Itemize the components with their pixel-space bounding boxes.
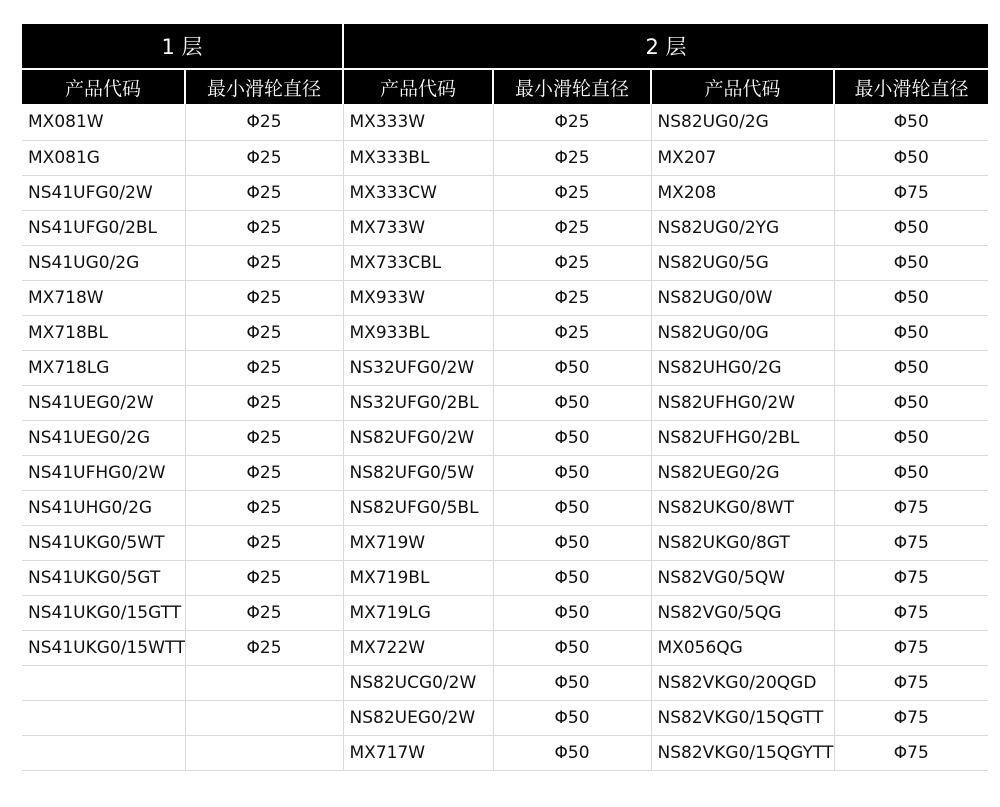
min-diameter-cell: Φ50 [834,386,988,421]
product-code-cell: NS41UHG0/2G [22,491,185,526]
min-diameter-cell: Φ25 [185,596,343,631]
product-code-cell: NS32UFG0/2BL [343,386,493,421]
product-code-cell: MX719BL [343,561,493,596]
product-code-cell: NS41UG0/2G [22,246,185,281]
product-code-cell: NS41UFG0/2BL [22,211,185,246]
product-code-cell: NS82UG0/0W [651,281,834,316]
product-code-cell: NS82UKG0/8GT [651,526,834,561]
layer-2-header: 2 层 [343,24,988,69]
min-diameter-cell: Φ50 [834,456,988,491]
product-code-cell: NS82UG0/5G [651,246,834,281]
product-code-cell [22,701,185,736]
table-row [22,701,988,736]
layer-1-header: 1 层 [22,24,343,69]
min-diameter-cell: Φ50 [834,316,988,351]
table-row [22,316,988,351]
min-diameter-cell: Φ50 [834,281,988,316]
product-code-cell: MX717W [343,736,493,771]
min-diameter-cell: Φ25 [493,246,651,281]
min-diameter-cell: Φ50 [493,701,651,736]
product-code-cell: MX733W [343,211,493,246]
pulley-diameter-table-container [22,24,988,771]
table-row [22,526,988,561]
product-code-cell: MX208 [651,176,834,211]
product-code-cell: NS41UKG0/5GT [22,561,185,596]
product-code-cell: NS41UEG0/2G [22,421,185,456]
product-code-cell: NS41UFG0/2W [22,176,185,211]
min-diameter-cell: Φ25 [493,141,651,176]
min-diameter-cell: Φ50 [493,491,651,526]
column-header-row [22,69,988,104]
min-diameter-cell: Φ75 [834,666,988,701]
min-diameter-cell: Φ25 [493,104,651,141]
column-header-min-pulley-diameter: 最小滑轮直径 [185,69,343,104]
column-header-product-code: 产品代码 [343,69,493,104]
product-code-cell: NS82UG0/2YG [651,211,834,246]
min-diameter-cell: Φ75 [834,701,988,736]
product-code-cell: NS82UG0/0G [651,316,834,351]
product-code-cell: MX933BL [343,316,493,351]
table-row [22,491,988,526]
min-diameter-cell: Φ25 [185,631,343,666]
product-code-cell: NS82UCG0/2W [343,666,493,701]
min-diameter-cell: Φ75 [834,736,988,771]
table-row [22,246,988,281]
min-diameter-cell: Φ25 [185,526,343,561]
product-code-cell: NS82VG0/5QG [651,596,834,631]
product-code-cell: MX333BL [343,141,493,176]
table-row [22,104,988,141]
min-diameter-cell: Φ25 [185,351,343,386]
layer-group-header-row [22,24,988,69]
product-code-cell: NS82UEG0/2W [343,701,493,736]
min-diameter-cell: Φ25 [185,281,343,316]
min-diameter-cell: Φ50 [493,351,651,386]
min-diameter-cell: Φ25 [185,456,343,491]
min-diameter-cell: Φ50 [493,421,651,456]
min-diameter-cell: Φ25 [185,386,343,421]
product-code-cell: MX719W [343,526,493,561]
min-diameter-cell: Φ75 [834,561,988,596]
product-code-cell: NS41UKG0/15WTT [22,631,185,666]
table-row [22,211,988,246]
min-diameter-cell: Φ50 [493,596,651,631]
product-code-cell: MX081G [22,141,185,176]
min-diameter-cell: Φ25 [185,246,343,281]
min-diameter-cell: Φ25 [185,561,343,596]
min-diameter-cell: Φ50 [493,631,651,666]
min-diameter-cell: Φ25 [185,176,343,211]
min-diameter-cell: Φ50 [834,211,988,246]
product-code-cell: NS82UFG0/5W [343,456,493,491]
product-code-cell: NS41UFHG0/2W [22,456,185,491]
product-code-cell: MX718BL [22,316,185,351]
product-code-cell: MX056QG [651,631,834,666]
min-diameter-cell: Φ75 [834,596,988,631]
product-code-cell: NS82VKG0/20QGD [651,666,834,701]
product-code-cell: MX718LG [22,351,185,386]
table-row [22,176,988,211]
table-row [22,456,988,491]
min-diameter-cell: Φ50 [493,526,651,561]
min-diameter-cell: Φ50 [834,141,988,176]
product-code-cell: NS82VKG0/15QGYTT [651,736,834,771]
min-diameter-cell: Φ75 [834,176,988,211]
product-code-cell: MX733CBL [343,246,493,281]
min-diameter-cell: Φ50 [493,561,651,596]
column-header-min-pulley-diameter: 最小滑轮直径 [493,69,651,104]
pulley-diameter-table [22,24,988,771]
table-body [22,104,988,771]
product-code-cell: NS41UKG0/5WT [22,526,185,561]
table-row [22,631,988,666]
column-header-min-pulley-diameter: 最小滑轮直径 [834,69,988,104]
product-code-cell: MX933W [343,281,493,316]
product-code-cell: NS82UG0/2G [651,104,834,141]
min-diameter-cell: Φ25 [493,316,651,351]
min-diameter-cell: Φ25 [493,211,651,246]
product-code-cell: NS82UEG0/2G [651,456,834,491]
min-diameter-cell: Φ50 [834,421,988,456]
min-diameter-cell: Φ25 [185,316,343,351]
product-code-cell: MX207 [651,141,834,176]
product-code-cell: NS82UHG0/2G [651,351,834,386]
min-diameter-cell: Φ25 [185,141,343,176]
product-code-cell: NS82VKG0/15QGTT [651,701,834,736]
min-diameter-cell [185,701,343,736]
min-diameter-cell [185,666,343,701]
min-diameter-cell: Φ50 [834,246,988,281]
min-diameter-cell: Φ25 [185,211,343,246]
min-diameter-cell: Φ25 [185,421,343,456]
min-diameter-cell: Φ25 [493,281,651,316]
product-code-cell: NS41UEG0/2W [22,386,185,421]
table-row [22,141,988,176]
table-row [22,421,988,456]
product-code-cell: NS82UFG0/5BL [343,491,493,526]
product-code-cell: NS82UKG0/8WT [651,491,834,526]
product-code-cell: NS82UFHG0/2BL [651,421,834,456]
product-code-cell: NS41UKG0/15GTT [22,596,185,631]
min-diameter-cell [185,736,343,771]
column-header-product-code: 产品代码 [22,69,185,104]
product-code-cell [22,736,185,771]
product-code-cell: MX333W [343,104,493,141]
product-code-cell: NS82VG0/5QW [651,561,834,596]
column-header-product-code: 产品代码 [651,69,834,104]
product-code-cell: MX081W [22,104,185,141]
product-code-cell: NS32UFG0/2W [343,351,493,386]
min-diameter-cell: Φ25 [493,176,651,211]
min-diameter-cell: Φ50 [493,386,651,421]
min-diameter-cell: Φ50 [493,736,651,771]
product-code-cell: MX718W [22,281,185,316]
product-code-cell: MX722W [343,631,493,666]
table-row [22,351,988,386]
product-code-cell [22,666,185,701]
table-row [22,736,988,771]
table-row [22,281,988,316]
table-row [22,666,988,701]
table-row [22,561,988,596]
min-diameter-cell: Φ50 [834,104,988,141]
min-diameter-cell: Φ25 [185,104,343,141]
min-diameter-cell: Φ75 [834,526,988,561]
min-diameter-cell: Φ50 [493,456,651,491]
min-diameter-cell: Φ75 [834,631,988,666]
min-diameter-cell: Φ50 [493,666,651,701]
product-code-cell: NS82UFHG0/2W [651,386,834,421]
min-diameter-cell: Φ50 [834,351,988,386]
product-code-cell: MX333CW [343,176,493,211]
table-row [22,386,988,421]
min-diameter-cell: Φ75 [834,491,988,526]
product-code-cell: NS82UFG0/2W [343,421,493,456]
product-code-cell: MX719LG [343,596,493,631]
table-row [22,596,988,631]
min-diameter-cell: Φ25 [185,491,343,526]
